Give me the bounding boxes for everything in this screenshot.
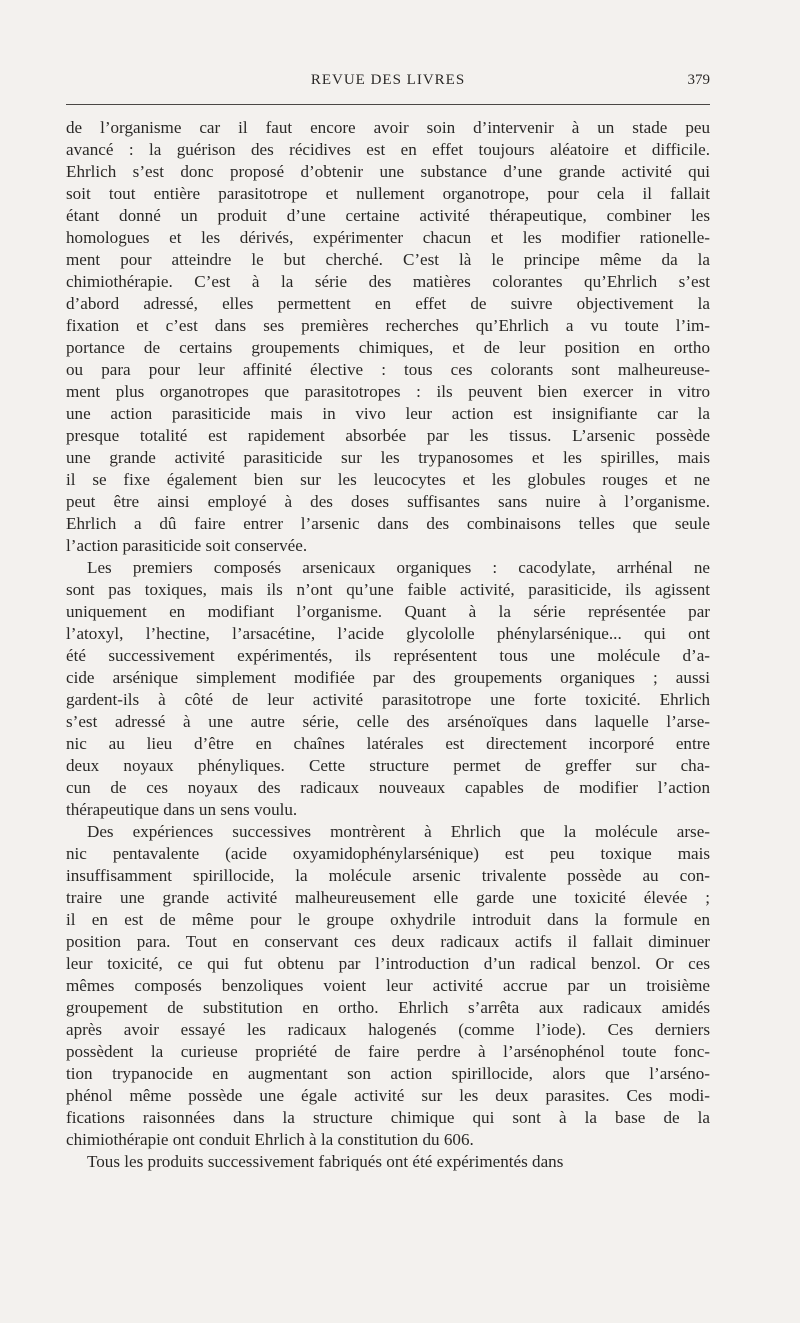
- running-head: [66, 72, 710, 94]
- text-line: Ehrlich s’est donc proposé d’obtenir une substance d’une grande activité qui: [66, 162, 710, 181]
- text-line: nic au lieu d’être en chaînes latérales est directement incorporé entre: [66, 734, 710, 753]
- paragraph: [66, 821, 710, 1151]
- text-line: l’action parasiticide soit conservée.: [66, 536, 308, 555]
- paragraph: [66, 557, 710, 821]
- text-line: s’est adressé à une autre série, celle des arsénoïques dans laquelle l’arse-: [66, 712, 710, 731]
- text-line: fixation et c’est dans ses premières recherches qu’Ehrlich a vu toute l’im-: [66, 316, 710, 335]
- text-line: groupement de substitution en ortho. Ehrlich s’arrêta aux radicaux amidés: [66, 998, 710, 1017]
- text-line: homologues et les dérivés, expérimenter chacun et les modifier rationelle-: [66, 228, 710, 247]
- text-line: uniquement en modifiant l’organisme. Quant à la série représentée par: [66, 602, 710, 621]
- text-line: peut être ainsi employé à des doses suffisantes sans nuire à l’organisme.: [66, 492, 710, 511]
- text-line: deux noyaux phényliques. Cette structure permet de greffer sur cha-: [66, 756, 710, 775]
- text-line: tion trypanocide en augmentant son action spirillocide, alors que l’arséno-: [66, 1064, 710, 1083]
- paragraph: [66, 117, 710, 557]
- text-line: leur toxicité, ce qui fut obtenu par l’introduction d’un radical benzol. Or ces: [66, 954, 710, 973]
- text-line: ou para pour leur affinité élective : tous ces colorants sont malheureuse-: [66, 360, 710, 379]
- text-line: traire une grande activité malheureusement elle garde une toxicité élevée ;: [66, 888, 710, 907]
- text-line: possèdent la curieuse propriété de faire perdre à l’arsénophénol toute fonc-: [66, 1042, 710, 1061]
- text-line: presque totalité est rapidement absorbée par les tissus. L’arsenic possède: [66, 426, 710, 445]
- text-line: gardent-ils à côté de leur activité parasitotrope une forte toxicité. Ehrlich: [66, 690, 710, 709]
- text-line: Les premiers composés arsenicaux organiques : cacodylate, arrhénal ne: [87, 558, 710, 577]
- text-line: Tous les produits successivement fabriqués ont été expérimentés dans: [87, 1152, 564, 1171]
- text-line: ment pour atteindre le but cherché. C’est là le principe même da la: [66, 250, 710, 269]
- text-line: fications raisonnées dans la structure chimique qui sont à la base de la: [66, 1108, 710, 1127]
- text-line: position para. Tout en conservant ces deux radicaux actifs il fallait diminuer: [66, 932, 710, 951]
- text-line: ment plus organotropes que parasitotropes : ils peuvent bien exercer in vitro: [66, 382, 710, 401]
- body-text: [66, 117, 710, 1173]
- text-line: thérapeutique dans un sens voulu.: [66, 800, 298, 819]
- text-line: d’abord adressé, elles permettent en effet de suivre objectivement la: [66, 294, 710, 313]
- text-line: une action parasiticide mais in vivo leur action est insignifiante car la: [66, 404, 710, 423]
- text-line: Des expériences successives montrèrent à Ehrlich que la molécule arse-: [87, 822, 710, 841]
- running-title: REVUE DES LIVRES: [310, 72, 466, 88]
- text-line: été successivement expérimentés, ils représentent tous une molécule d’a-: [66, 646, 710, 665]
- text-line: cide arsénique simplement modifiée par des groupements organiques ; aussi: [66, 668, 710, 687]
- text-line: cun de ces noyaux des radicaux nouveaux capables de modifier l’action: [66, 778, 710, 797]
- text-line: sont pas toxiques, mais ils n’ont qu’une faible activité, parasiticide, ils agissent: [66, 580, 710, 599]
- text-line: étant donné un produit d’une certaine activité thérapeutique, combiner les: [66, 206, 710, 225]
- text-line: une grande activité parasiticide sur les trypanosomes et les spirilles, mais: [66, 448, 710, 467]
- text-line: portance de certains groupements chimiques, et de leur position en ortho: [66, 338, 710, 357]
- text-line: de l’organisme car il faut encore avoir soin d’intervenir à un stade peu: [66, 118, 710, 137]
- text-line: l’atoxyl, l’hectine, l’arsacétine, l’acide glycololle phénylarsénique... qui ont: [66, 624, 710, 643]
- page-number: 379: [687, 72, 710, 88]
- text-line: mêmes composés benzoliques voient leur activité accrue par un troisième: [66, 976, 710, 995]
- text-line: avancé : la guérison des récidives est en effet toujours aléatoire et difficile.: [66, 140, 710, 159]
- text-line: nic pentavalente (acide oxyamidophénylarsénique) est peu toxique mais: [66, 844, 710, 863]
- text-line: soit tout entière parasitotrope et nullement organotrope, pour cela il fallait: [66, 184, 710, 203]
- paragraph: [66, 1151, 710, 1173]
- text-line: Ehrlich a dû faire entrer l’arsenic dans des combinaisons telles que seule: [66, 514, 710, 533]
- text-line: il se fixe également bien sur les leucocytes et les globules rouges et ne: [66, 470, 710, 489]
- text-line: insuffisamment spirillocide, la molécule arsenic trivalente possède au con-: [66, 866, 710, 885]
- header-rule: [66, 104, 710, 105]
- text-line: il en est de même pour le groupe oxhydrile introduit dans la formule en: [66, 910, 710, 929]
- text-line: phénol même possède une égale activité sur les deux parasites. Ces modi-: [66, 1086, 710, 1105]
- text-line: après avoir essayé les radicaux halogenés (comme l’iode). Ces derniers: [66, 1020, 710, 1039]
- text-line: chimiothérapie ont conduit Ehrlich à la constitution du 606.: [66, 1130, 474, 1149]
- text-line: chimiothérapie. C’est à la série des matières colorantes qu’Ehrlich s’est: [66, 272, 710, 291]
